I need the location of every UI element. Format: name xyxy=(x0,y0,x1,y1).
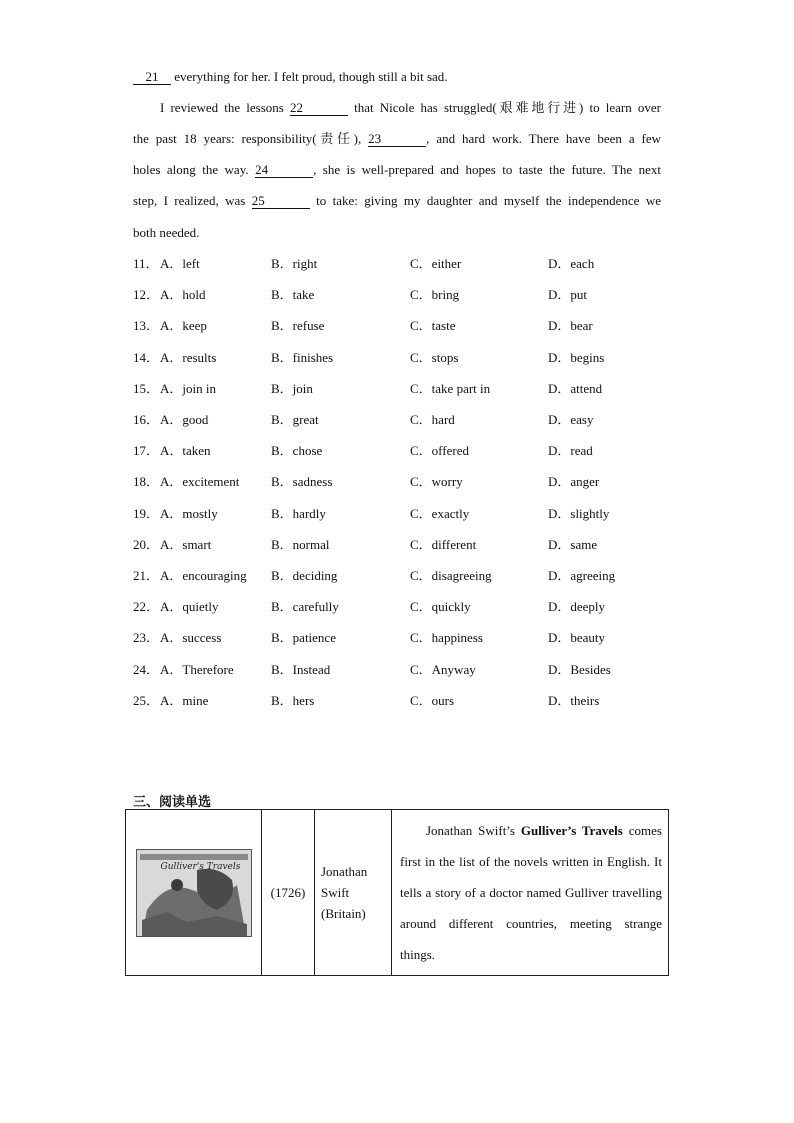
option-b: B．chose xyxy=(271,443,323,459)
option-a: A．results xyxy=(160,349,217,365)
question-row xyxy=(133,630,693,646)
option-d: D．attend xyxy=(548,380,603,396)
question-number: 13． xyxy=(133,318,160,334)
option-d: D．slightly xyxy=(548,505,610,521)
option-b: B．normal xyxy=(271,536,330,552)
book-description: Jonathan Swift’s Gulliver’s Travels comes first in the list of the novels written in English. It tells a story of a doctor named Gulliver travelling around different countries, meeting strange things. xyxy=(400,823,662,962)
option-d: D．same xyxy=(548,536,598,552)
option-d: D．bear xyxy=(548,318,593,334)
option-c: C．ours xyxy=(410,692,455,708)
question-row xyxy=(133,350,693,366)
cover-title: Gulliver's Travels xyxy=(160,861,241,872)
option-d: D．easy xyxy=(548,412,594,427)
option-c: C．bring xyxy=(410,287,460,303)
option-a: A．join in xyxy=(160,380,216,396)
section-title: 三、阅读单选 xyxy=(133,795,212,810)
option-a: A．smart xyxy=(160,536,212,552)
blank-25: 25 xyxy=(252,194,310,209)
question-number: 23． xyxy=(133,630,160,646)
option-a: A．taken xyxy=(160,443,211,459)
option-c: C．worry xyxy=(410,474,463,490)
passage-line-1: 21 everything for her. I felt proud, though still a bit sad. xyxy=(133,69,448,85)
option-b: B．Instead xyxy=(271,661,331,677)
option-b: B．carefully xyxy=(271,599,339,615)
option-b: B．hardly xyxy=(271,505,326,521)
option-d: D．deeply xyxy=(548,599,606,615)
option-b: B．deciding xyxy=(271,568,338,583)
option-c: C．Anyway xyxy=(410,661,476,677)
blank-22: 22 xyxy=(290,101,348,116)
option-a: A．mostly xyxy=(160,505,218,521)
question-row xyxy=(133,599,693,615)
option-d: D．each xyxy=(548,256,595,271)
book-row xyxy=(126,810,669,976)
question-row xyxy=(133,381,693,397)
option-c: C．exactly xyxy=(410,505,470,521)
question-row xyxy=(133,568,693,584)
option-c: C．either xyxy=(410,256,462,271)
option-a: A．left xyxy=(160,256,200,271)
option-d: D．agreeing xyxy=(548,568,616,583)
option-b: B．sadness xyxy=(271,474,333,490)
option-a: A．excitement xyxy=(160,474,240,490)
option-a: A．mine xyxy=(160,692,209,708)
year-cell: (1726) xyxy=(262,810,315,976)
question-number: 25． xyxy=(133,692,160,708)
question-row xyxy=(133,256,693,272)
option-c: C．stops xyxy=(410,349,459,365)
option-c: C．disagreeing xyxy=(410,568,492,583)
question-row xyxy=(133,662,693,678)
option-c: C．take part in xyxy=(410,380,491,396)
book-table xyxy=(125,809,669,976)
option-b: B．refuse xyxy=(271,318,325,334)
option-c: C．offered xyxy=(410,443,469,459)
question-number: 17． xyxy=(133,443,160,459)
option-b: B．take xyxy=(271,287,315,303)
question-number: 16． xyxy=(133,412,160,427)
question-number: 11． xyxy=(133,256,159,271)
passage-line-3: the past 18 years: responsibility(责任), 23 , and hard work. There have been a few xyxy=(133,131,661,146)
option-c: C．taste xyxy=(410,318,456,334)
blank-24: 24 xyxy=(255,163,313,178)
question-number: 15． xyxy=(133,380,160,396)
cover-cell xyxy=(126,810,262,976)
description-cell xyxy=(392,810,669,976)
option-b: B．great xyxy=(271,412,319,427)
option-b: B．finishes xyxy=(271,349,334,365)
option-a: A．quietly xyxy=(160,599,219,615)
option-d: D．Besides xyxy=(548,661,611,677)
option-d: D．anger xyxy=(548,474,600,490)
option-a: A．success xyxy=(160,630,222,646)
question-row xyxy=(133,474,693,490)
passage-line-5: step, I realized, was 25 to take: giving my daughter and myself the independence we xyxy=(133,193,661,208)
passage-line-4: holes along the way. 24 , she is well-prepared and hopes to taste the future. The next xyxy=(133,162,661,177)
question-number: 21． xyxy=(133,568,160,583)
question-row xyxy=(133,318,693,334)
option-b: B．right xyxy=(271,256,318,271)
blank-23: 23 xyxy=(368,132,426,147)
option-a: A．good xyxy=(160,412,209,427)
option-b: B．patience xyxy=(271,630,336,646)
question-number: 18． xyxy=(133,474,160,490)
option-a: A．hold xyxy=(160,287,206,303)
option-d: D．beauty xyxy=(548,630,606,646)
passage-line-2: I reviewed the lessons 22 that Nicole has struggled(艰难地行进) to learn over xyxy=(160,100,661,115)
option-d: D．theirs xyxy=(548,692,600,708)
passage-line-6: both needed. xyxy=(133,225,200,240)
question-row xyxy=(133,287,693,303)
option-b: B．join xyxy=(271,380,313,396)
question-row xyxy=(133,537,693,553)
option-a: A．encouraging xyxy=(160,568,247,583)
option-b: B．hers xyxy=(271,692,315,708)
question-number: 24． xyxy=(133,661,160,677)
question-row xyxy=(133,443,693,459)
option-a: A．Therefore xyxy=(160,661,234,677)
question-row xyxy=(133,506,693,522)
question-number: 14． xyxy=(133,349,160,365)
question-number: 12． xyxy=(133,287,160,303)
book-cover-image xyxy=(136,849,252,937)
question-number: 19． xyxy=(133,505,160,521)
question-number: 22． xyxy=(133,599,160,615)
option-a: A．keep xyxy=(160,318,207,334)
author-cell: Jonathan Swift (Britain) xyxy=(315,810,392,976)
option-c: C．hard xyxy=(410,412,455,427)
option-d: D．put xyxy=(548,287,588,303)
question-number: 20． xyxy=(133,536,160,552)
option-c: C．different xyxy=(410,536,477,552)
option-c: C．quickly xyxy=(410,599,471,615)
blank-21: 21 xyxy=(133,70,171,85)
question-row xyxy=(133,412,693,428)
question-row xyxy=(133,693,693,709)
option-c: C．happiness xyxy=(410,630,483,646)
option-d: D．begins xyxy=(548,349,605,365)
option-d: D．read xyxy=(548,443,593,459)
